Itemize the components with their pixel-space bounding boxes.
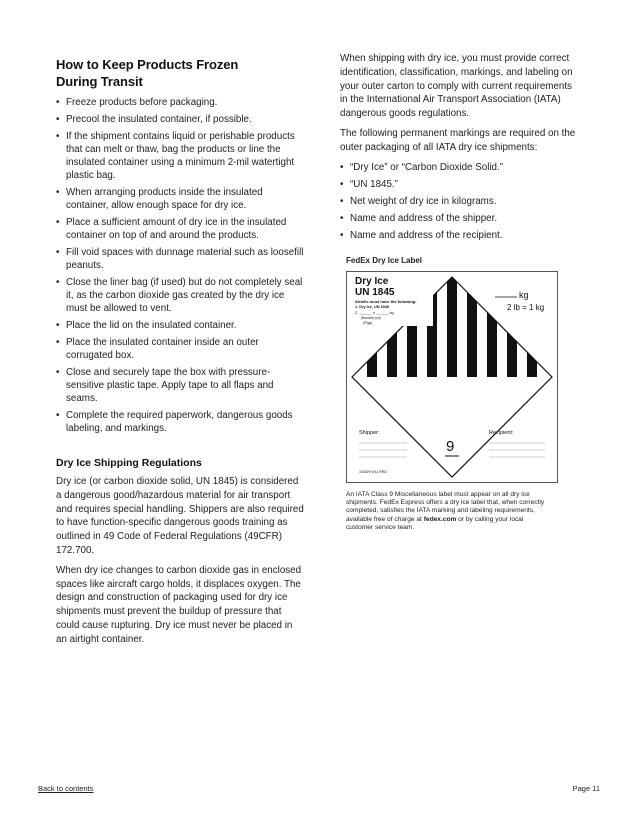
- list-item: • “Dry Ice” or “Carbon Dioxide Solid.”: [340, 161, 580, 174]
- fedex-link[interactable]: fedex.com: [423, 515, 457, 523]
- regulations-heading: Dry Ice Shipping Regulations: [56, 457, 202, 469]
- list-item: • Place a sufficient amount of dry ice in the insulated container on top of and around the products.: [56, 216, 304, 242]
- dry-ice-intro-paragraph: When shipping with dry ice, you must provide correct identification, classification, markings, and labeling on your outer carton to comply with current requirements in the International Air Transport Association (IATA) dangerous goods regulations.: [340, 53, 573, 120]
- list-item: • Close and securely tape the box with pressure-sensitive plastic tape. Apply tape to all flaps and seams.: [56, 366, 304, 405]
- label-shipper-field: Shipper:: [359, 429, 380, 436]
- list-item: • Place the lid on the insulated container.: [56, 319, 304, 332]
- regulations-paragraph-1: Dry ice (or carbon dioxide solid, UN 1845) is considered a dangerous good/hazardous material for air transport and requires special handling. Shippers are also required to have function-specific dangerous goods training as outlined in 49 Code of Federal Regulations (49CFR) 172.700.: [56, 476, 304, 556]
- list-item: • When arranging products inside the insulated container, allow enough space for dry ice.: [56, 186, 304, 212]
- list-item: • Place the insulated container inside an outer corrugated box.: [56, 336, 304, 362]
- right-column: [340, 52, 580, 533]
- label-figure-title: FedEx Dry Ice Label: [346, 255, 423, 265]
- frozen-tips-list: [56, 96, 304, 435]
- caption-text-post: or by calling your local customer service team.: [346, 515, 524, 532]
- heading-line-1: How to Keep Products Frozen: [56, 57, 239, 72]
- label-conversion-note: 2 lb = 1 kg: [507, 302, 545, 312]
- label-form-code: 104029 9/11 RRD: [359, 469, 387, 474]
- regulations-paragraph-2: When dry ice changes to carbon dioxide gas in enclosed spaces like aircraft cargo holds, it displaces oxygen. The design and construction of packaging used for dry ice shipments must prevent the buildup of pressure that could cause rupturing. Dry ice must never be placed in an airtight container.: [56, 564, 302, 645]
- label-dry-ice-title: Dry Ice: [355, 275, 389, 287]
- label-airbills-text: Airbills must have the following:: [355, 298, 417, 304]
- heading-line-2: During Transit: [56, 74, 143, 89]
- label-kg-unit: kg: [519, 289, 529, 300]
- markings-list: [340, 161, 580, 242]
- label-airbills-line-2-caption-2: (Pkgs): [363, 320, 373, 325]
- label-un-number: UN 1845: [355, 286, 395, 298]
- list-item: • Freeze products before packaging.: [56, 96, 304, 109]
- dry-ice-label-image: [346, 271, 558, 483]
- label-recipient-field: Recipient:: [489, 429, 514, 436]
- list-item: • Name and address of the recipient.: [340, 229, 580, 242]
- markings-intro-paragraph: The following permanent markings are required on the outer packaging of all IATA dry ice shipments:: [340, 127, 576, 153]
- label-airbills-line-1: 1. Dry Ice, UN 1845: [355, 304, 389, 309]
- label-class-number: 9: [446, 437, 455, 455]
- list-item: • Fill void spaces with dunnage material such as loosefill peanuts.: [56, 246, 304, 272]
- list-item: • If the shipment contains liquid or perishable products that can melt or thaw, bag the products or line the insulated container using a minimum 2-mil watertight plastic bag.: [56, 130, 304, 182]
- list-item: • Precool the insulated container, if possible.: [56, 113, 304, 126]
- list-item: • Name and address of the shipper.: [340, 212, 580, 225]
- list-item: • Close the liner bag (if used) but do not completely seal it, as the carbon dioxide gas created by the dry ice must be allowed to vent.: [56, 276, 304, 315]
- page-number: Page 11: [572, 784, 600, 793]
- label-caption: [346, 491, 546, 533]
- caption-text-pre: An IATA Class 9 Miscellaneous label must appear on all dry ice shipments. FedEx Express offers a dry ice label that, when correctly completed, satisfies the IATA marking and labeling requirements, available free of charge at: [346, 490, 545, 523]
- list-item: • Net weight of dry ice in kilograms.: [340, 195, 580, 208]
- label-airbills-line-2-caption: (Number) (wt): [361, 315, 381, 320]
- back-to-contents-link[interactable]: Back to contents: [38, 784, 94, 793]
- list-item: • “UN 1845.”: [340, 178, 580, 191]
- label-airbills-line-2: 2. ______ x ______ kg: [355, 310, 394, 315]
- left-column: [56, 56, 304, 653]
- list-item: • Complete the required paperwork, dangerous goods labeling, and markings.: [56, 409, 304, 435]
- section-heading-frozen: [56, 56, 304, 90]
